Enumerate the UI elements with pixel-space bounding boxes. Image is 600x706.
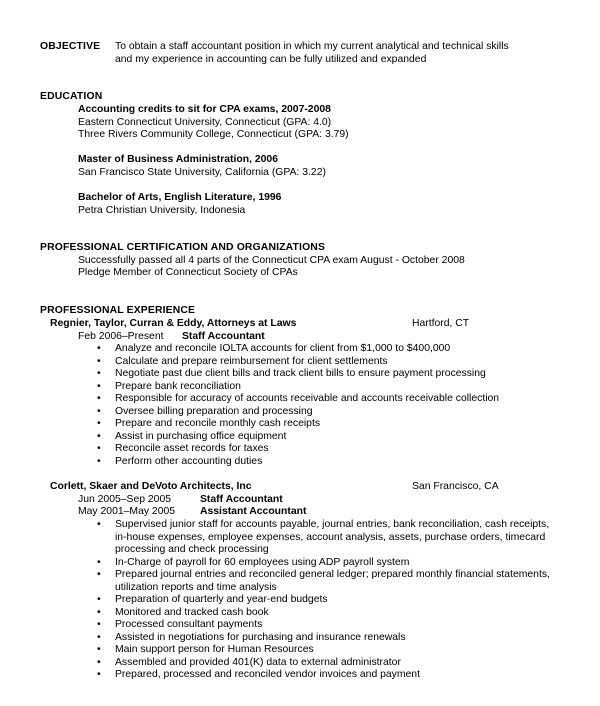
job-role-dates: Feb 2006–Present [78, 331, 164, 342]
list-item: • Calculate and prepare reimbursement for client settlements [97, 355, 388, 367]
bullet-icon: • [97, 519, 101, 530]
certification-line: Pledge Member of Connecticut Society of CPAs [78, 267, 298, 278]
education-entry-line: Petra Christian University, Indonesia [78, 205, 246, 216]
list-item: • Oversee billing preparation and processing [97, 405, 313, 417]
bullet-icon: • [97, 644, 101, 655]
certification-heading: PROFESSIONAL CERTIFICATION AND ORGANIZATIONS [40, 242, 326, 253]
education-entry-line: Three Rivers Community College, Connecticut (GPA: 3.79) [78, 129, 349, 140]
education-entry-title: Accounting credits to sit for CPA exams, 2007-2008 [78, 104, 331, 115]
list-item: • In-Charge of payroll for 60 employees using ADP payroll system [97, 556, 410, 568]
job-company: Regnier, Taylor, Curran & Eddy, Attorneys at Laws [50, 318, 297, 329]
list-item: • Responsible for accuracy of accounts receivable and accounts receivable collection [97, 393, 500, 404]
list-item: • Prepare and reconcile monthly cash receipts [97, 418, 321, 429]
list-item: • Assisted in negotiations for purchasing and insurance renewals [97, 631, 406, 643]
bullet-icon: • [97, 594, 101, 605]
bullet-icon: • [97, 343, 101, 354]
job-company: Corlett, Skaer and DeVoto Architects, Inc [50, 481, 252, 492]
bullet-icon: • [97, 669, 101, 680]
bullet-icon: • [97, 606, 101, 618]
job-bullet-list [97, 519, 555, 682]
education-entry-line: Eastern Connecticut University, Connecticut (GPA: 4.0) [78, 117, 332, 128]
job-role-dates: Jun 2005–Sep 2005 [78, 494, 172, 505]
job-location: San Francisco, CA [412, 481, 499, 492]
bullet-icon: • [97, 405, 101, 417]
experience-heading: PROFESSIONAL EXPERIENCE [40, 305, 196, 316]
list-item: • Perform other accounting duties [97, 455, 263, 467]
job-role-title: Staff Accountant [200, 494, 283, 505]
bullet-icon: • [97, 368, 101, 379]
job-role-title: Staff Accountant [182, 331, 265, 342]
job-bullet-list [97, 343, 499, 468]
list-item: • Negotiate past due client bills and track client bills to ensure payment processing [97, 368, 486, 379]
list-item: • Prepared journal entries and reconciled general ledger; prepared monthly financial statements, utilization reports and time analysis [97, 569, 550, 593]
list-item: • Preparation of quarterly and year-end budgets [97, 594, 328, 605]
education-entry-title: Bachelor of Arts, English Literature, 1996 [78, 192, 282, 203]
bullet-icon: • [97, 455, 101, 467]
objective-heading: OBJECTIVE [40, 41, 101, 52]
objective-line-1: To obtain a staff accountant position in which my current analytical and technical skills [115, 41, 509, 52]
bullet-icon: • [97, 380, 101, 392]
bullet-icon: • [97, 631, 101, 643]
list-item: • Main support person for Human Resources [97, 644, 314, 655]
bullet-icon: • [97, 355, 101, 367]
job-location: Hartford, CT [412, 318, 470, 329]
bullet-icon: • [97, 443, 101, 454]
list-item: • Assembled and provided 401(K) data to external administrator [97, 656, 401, 668]
education-entry-title: Master of Business Administration, 2006 [78, 154, 278, 165]
bullet-icon: • [97, 556, 101, 568]
objective-line-2: and my experience in accounting can be fully utilized and expanded [115, 54, 427, 65]
list-item: • Reconcile asset records for taxes [97, 443, 269, 454]
list-item: • Prepare bank reconciliation [97, 380, 241, 392]
list-item: • Supervised junior staff for accounts payable, journal entries, bank reconciliation, cash receipts, in-house expenses, employee expenses, account analysis, assets, purchase orders, timecard processing and check processing [97, 519, 550, 555]
certification-line: Successfully passed all 4 parts of the Connecticut CPA exam August - October 2008 [78, 255, 465, 266]
list-item: • Monitored and tracked cash book [97, 606, 269, 618]
list-item: • Processed consultant payments [97, 619, 263, 630]
education-entry-line: San Francisco State University, California (GPA: 3.22) [78, 167, 326, 178]
bullet-icon: • [97, 418, 101, 429]
job-role-dates: May 2001–May 2005 [78, 506, 176, 517]
bullet-icon: • [97, 619, 101, 630]
bullet-icon: • [97, 430, 101, 442]
bullet-icon: • [97, 393, 101, 404]
list-item: • Prepared, processed and reconciled vendor invoices and payment [97, 669, 420, 680]
education-heading: EDUCATION [40, 91, 103, 102]
bullet-icon: • [97, 656, 101, 668]
list-item: • Assist in purchasing office equipment [97, 430, 287, 442]
list-item: • Analyze and reconcile IOLTA accounts for client from $1,000 to $400,000 [97, 343, 451, 354]
bullet-icon: • [97, 569, 101, 580]
job-role-title: Assistant Accountant [200, 506, 307, 517]
